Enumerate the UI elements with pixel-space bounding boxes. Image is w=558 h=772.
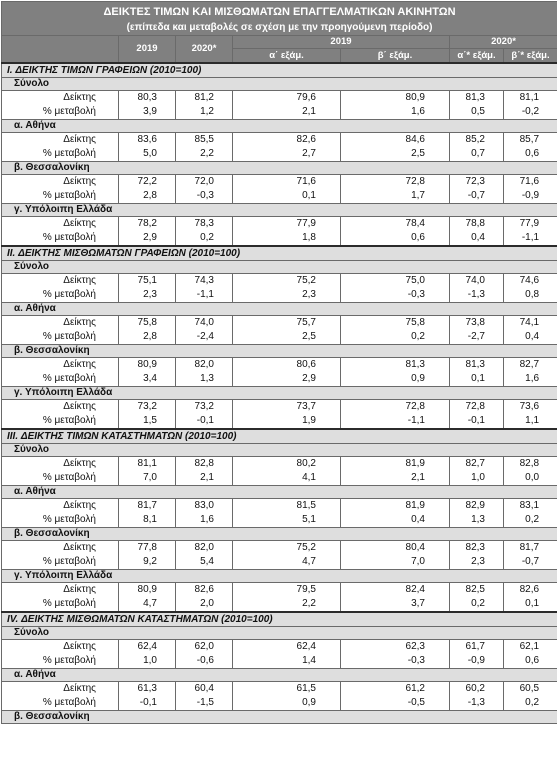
index-value-cell: 81,9 — [341, 457, 450, 472]
index-value-cell: 78,4 — [341, 217, 450, 232]
index-row — [2, 640, 558, 655]
index-value-cell: 73,2 — [119, 400, 176, 415]
index-label: Δείκτης — [2, 316, 119, 331]
index-label: Δείκτης — [2, 640, 119, 655]
group-header-row — [2, 345, 558, 358]
index-label: Δείκτης — [2, 217, 119, 232]
section-header-row — [2, 63, 558, 78]
change-value-cell: 1,5 — [119, 414, 176, 429]
change-value-cell: 2,3 — [119, 288, 176, 303]
change-value-cell: 1,1 — [504, 414, 558, 429]
change-value-cell: 2,1 — [341, 471, 450, 486]
change-value-cell: 2,2 — [176, 147, 233, 162]
change-value-cell: 4,7 — [119, 597, 176, 612]
index-value-cell: 79,5 — [233, 583, 341, 598]
change-row — [2, 147, 558, 162]
group-header-row — [2, 162, 558, 175]
change-value-cell: 9,2 — [119, 555, 176, 570]
group-title: γ. Υπόλοιπη Ελλάδα — [2, 204, 558, 217]
index-value-cell: 81,9 — [341, 499, 450, 514]
group-header-row — [2, 387, 558, 400]
change-value-cell: -0,2 — [504, 105, 558, 120]
change-label: % μεταβολή — [2, 147, 119, 162]
header-annual-2020: 2020* — [176, 36, 233, 64]
change-label: % μεταβολή — [2, 330, 119, 345]
index-label: Δείκτης — [2, 91, 119, 106]
index-value-cell: 75,7 — [233, 316, 341, 331]
index-value-cell: 74,1 — [504, 316, 558, 331]
group-title: γ. Υπόλοιπη Ελλάδα — [2, 387, 558, 400]
index-label: Δείκτης — [2, 400, 119, 415]
index-value-cell: 81,1 — [119, 457, 176, 472]
index-value-cell: 81,7 — [504, 541, 558, 556]
change-value-cell: 0,1 — [233, 189, 341, 204]
group-header-row — [2, 78, 558, 91]
change-value-cell: 3,7 — [341, 597, 450, 612]
index-value-cell: 60,5 — [504, 682, 558, 697]
index-value-cell: 82,8 — [504, 457, 558, 472]
index-row — [2, 457, 558, 472]
change-label: % μεταβολή — [2, 471, 119, 486]
index-value-cell: 60,4 — [176, 682, 233, 697]
change-value-cell: 2,1 — [233, 105, 341, 120]
change-value-cell: -1,3 — [450, 696, 504, 711]
index-value-cell: 72,0 — [176, 175, 233, 190]
group-title: γ. Υπόλοιπη Ελλάδα — [2, 570, 558, 583]
index-row — [2, 583, 558, 598]
change-value-cell: -1,1 — [176, 288, 233, 303]
index-value-cell: 74,3 — [176, 274, 233, 289]
index-value-cell: 73,7 — [233, 400, 341, 415]
change-row — [2, 414, 558, 429]
change-value-cell: 5,1 — [233, 513, 341, 528]
index-value-cell: 73,8 — [450, 316, 504, 331]
change-value-cell: -2,4 — [176, 330, 233, 345]
change-value-cell: -0,3 — [341, 288, 450, 303]
index-row — [2, 217, 558, 232]
section-title: I. ΔΕΙΚΤΗΣ ΤΙΜΩΝ ΓΡΑΦΕΙΩΝ (2010=100) — [2, 63, 558, 78]
change-row — [2, 513, 558, 528]
index-row — [2, 91, 558, 106]
index-value-cell: 82,9 — [450, 499, 504, 514]
change-row — [2, 231, 558, 246]
change-value-cell: -0,3 — [176, 189, 233, 204]
change-value-cell: 0,4 — [504, 330, 558, 345]
index-value-cell: 62,3 — [341, 640, 450, 655]
change-value-cell: -0,3 — [341, 654, 450, 669]
index-value-cell: 81,7 — [119, 499, 176, 514]
change-label: % μεταβολή — [2, 231, 119, 246]
change-value-cell: 0,4 — [450, 231, 504, 246]
group-title: α. Αθήνα — [2, 303, 558, 316]
index-value-cell: 82,3 — [450, 541, 504, 556]
change-label: % μεταβολή — [2, 597, 119, 612]
index-row — [2, 316, 558, 331]
index-value-cell: 85,5 — [176, 133, 233, 148]
change-value-cell: -1,3 — [450, 288, 504, 303]
group-title: β. Θεσσαλονίκη — [2, 162, 558, 175]
change-value-cell: 0,2 — [450, 597, 504, 612]
change-value-cell: -2,7 — [450, 330, 504, 345]
change-value-cell: 0,0 — [504, 471, 558, 486]
index-value-cell: 74,0 — [176, 316, 233, 331]
index-value-cell: 77,9 — [233, 217, 341, 232]
header-semester-a-2020: α΄* εξάμ. — [450, 49, 504, 64]
change-value-cell: 2,2 — [233, 597, 341, 612]
header-semester-a-2019: α΄ εξάμ. — [233, 49, 341, 64]
index-value-cell: 81,3 — [450, 358, 504, 373]
header-year-row — [2, 36, 558, 49]
change-value-cell: 1,3 — [176, 372, 233, 387]
index-value-cell: 82,6 — [233, 133, 341, 148]
change-value-cell: 1,7 — [341, 189, 450, 204]
index-value-cell: 83,6 — [119, 133, 176, 148]
group-header-row — [2, 261, 558, 274]
header-semester-b-2019: β΄ εξάμ. — [341, 49, 450, 64]
index-label: Δείκτης — [2, 175, 119, 190]
index-value-cell: 75,2 — [233, 541, 341, 556]
index-value-cell: 60,2 — [450, 682, 504, 697]
change-value-cell: 0,1 — [450, 372, 504, 387]
change-value-cell: 0,2 — [504, 513, 558, 528]
change-label: % μεταβολή — [2, 189, 119, 204]
index-value-cell: 75,8 — [119, 316, 176, 331]
change-value-cell: 2,3 — [450, 555, 504, 570]
index-value-cell: 82,6 — [176, 583, 233, 598]
group-header-row — [2, 669, 558, 682]
change-value-cell: 5,4 — [176, 555, 233, 570]
change-row — [2, 372, 558, 387]
index-value-cell: 75,2 — [233, 274, 341, 289]
index-value-cell: 80,9 — [341, 91, 450, 106]
change-value-cell: -1,1 — [341, 414, 450, 429]
change-value-cell: 5,0 — [119, 147, 176, 162]
change-value-cell: 4,1 — [233, 471, 341, 486]
change-value-cell: 3,4 — [119, 372, 176, 387]
index-label: Δείκτης — [2, 682, 119, 697]
change-value-cell: 0,4 — [341, 513, 450, 528]
change-value-cell: -0,1 — [119, 696, 176, 711]
change-value-cell: 1,6 — [341, 105, 450, 120]
change-value-cell: 4,7 — [233, 555, 341, 570]
change-value-cell: 1,3 — [450, 513, 504, 528]
index-value-cell: 81,3 — [341, 358, 450, 373]
index-value-cell: 84,6 — [341, 133, 450, 148]
index-value-cell: 71,6 — [233, 175, 341, 190]
group-header-row — [2, 570, 558, 583]
index-value-cell: 61,5 — [233, 682, 341, 697]
index-value-cell: 81,2 — [176, 91, 233, 106]
index-value-cell: 81,3 — [450, 91, 504, 106]
index-value-cell: 82,7 — [504, 358, 558, 373]
change-value-cell: -0,7 — [450, 189, 504, 204]
index-label: Δείκτης — [2, 499, 119, 514]
index-value-cell: 82,0 — [176, 358, 233, 373]
change-value-cell: 7,0 — [119, 471, 176, 486]
table-title: ΔΕΙΚΤΕΣ ΤΙΜΩΝ ΚΑΙ ΜΙΣΘΩΜΑΤΩΝ ΕΠΑΓΓΕΛΜΑΤΙΚΩΝ ΑΚΙΝΗΤΩΝ — [2, 2, 558, 22]
change-value-cell: 1,6 — [504, 372, 558, 387]
index-value-cell: 85,7 — [504, 133, 558, 148]
index-value-cell: 82,6 — [504, 583, 558, 598]
index-value-cell: 80,9 — [119, 358, 176, 373]
index-value-cell: 82,0 — [176, 541, 233, 556]
index-value-cell: 75,0 — [341, 274, 450, 289]
change-label: % μεταβολή — [2, 105, 119, 120]
section-header-row — [2, 429, 558, 444]
index-value-cell: 72,8 — [341, 175, 450, 190]
change-label: % μεταβολή — [2, 654, 119, 669]
index-value-cell: 72,8 — [450, 400, 504, 415]
group-header-row — [2, 528, 558, 541]
index-row — [2, 541, 558, 556]
index-value-cell: 82,5 — [450, 583, 504, 598]
index-value-cell: 62,0 — [176, 640, 233, 655]
group-header-row — [2, 486, 558, 499]
change-value-cell: 1,2 — [176, 105, 233, 120]
change-row — [2, 330, 558, 345]
change-label: % μεταβολή — [2, 288, 119, 303]
table-subtitle-row — [2, 21, 558, 36]
table-subtitle: (επίπεδα και μεταβολές σε σχέση με την προηγούμενη περίοδο) — [2, 21, 558, 36]
group-title: Σύνολο — [2, 261, 558, 274]
index-value-cell: 77,9 — [504, 217, 558, 232]
change-value-cell: 2,5 — [233, 330, 341, 345]
change-value-cell: 1,4 — [233, 654, 341, 669]
change-value-cell: -0,9 — [504, 189, 558, 204]
change-value-cell: 1,6 — [176, 513, 233, 528]
change-value-cell: 7,0 — [341, 555, 450, 570]
header-semester-b-2020: β΄* εξάμ. — [504, 49, 558, 64]
header-semester-group-2019: 2019 — [233, 36, 450, 49]
index-row — [2, 400, 558, 415]
group-title: α. Αθήνα — [2, 120, 558, 133]
change-value-cell: -0,9 — [450, 654, 504, 669]
group-header-row — [2, 303, 558, 316]
change-value-cell: 1,0 — [450, 471, 504, 486]
section-title: II. ΔΕΙΚΤΗΣ ΜΙΣΘΩΜΑΤΩΝ ΓΡΑΦΕΙΩΝ (2010=100) — [2, 246, 558, 261]
index-value-cell: 80,6 — [233, 358, 341, 373]
change-row — [2, 189, 558, 204]
change-value-cell: 2,9 — [233, 372, 341, 387]
index-value-cell: 80,9 — [119, 583, 176, 598]
index-value-cell: 77,8 — [119, 541, 176, 556]
change-value-cell: 0,2 — [176, 231, 233, 246]
group-header-row — [2, 711, 558, 724]
index-value-cell: 78,8 — [450, 217, 504, 232]
change-value-cell: 0,2 — [341, 330, 450, 345]
index-value-cell: 61,7 — [450, 640, 504, 655]
index-row — [2, 682, 558, 697]
group-title: Σύνολο — [2, 627, 558, 640]
change-row — [2, 654, 558, 669]
index-value-cell: 62,4 — [119, 640, 176, 655]
change-row — [2, 471, 558, 486]
index-value-cell: 75,1 — [119, 274, 176, 289]
group-header-row — [2, 627, 558, 640]
index-value-cell: 75,8 — [341, 316, 450, 331]
index-value-cell: 73,2 — [176, 400, 233, 415]
index-value-cell: 80,4 — [341, 541, 450, 556]
change-value-cell: 8,1 — [119, 513, 176, 528]
index-value-cell: 82,4 — [341, 583, 450, 598]
index-value-cell: 82,8 — [176, 457, 233, 472]
change-value-cell: -0,6 — [176, 654, 233, 669]
index-value-cell: 81,1 — [504, 91, 558, 106]
header-annual-2019: 2019 — [119, 36, 176, 64]
change-value-cell: 0,2 — [504, 696, 558, 711]
change-value-cell: 0,6 — [504, 654, 558, 669]
change-value-cell: 2,8 — [119, 330, 176, 345]
change-value-cell: 0,9 — [233, 696, 341, 711]
index-value-cell: 72,3 — [450, 175, 504, 190]
index-label: Δείκτης — [2, 541, 119, 556]
index-value-cell: 73,6 — [504, 400, 558, 415]
change-value-cell: 1,0 — [119, 654, 176, 669]
group-title: α. Αθήνα — [2, 669, 558, 682]
index-value-cell: 80,3 — [119, 91, 176, 106]
change-value-cell: 3,9 — [119, 105, 176, 120]
index-label: Δείκτης — [2, 133, 119, 148]
change-value-cell: -1,5 — [176, 696, 233, 711]
change-value-cell: 2,3 — [233, 288, 341, 303]
change-value-cell: 0,8 — [504, 288, 558, 303]
change-value-cell: 0,5 — [450, 105, 504, 120]
change-value-cell: -0,5 — [341, 696, 450, 711]
change-value-cell: 2,1 — [176, 471, 233, 486]
index-value-cell: 83,1 — [504, 499, 558, 514]
group-header-row — [2, 444, 558, 457]
change-value-cell: 2,9 — [119, 231, 176, 246]
change-row — [2, 555, 558, 570]
change-row — [2, 597, 558, 612]
change-value-cell: 1,9 — [233, 414, 341, 429]
change-value-cell: 0,1 — [504, 597, 558, 612]
group-title: Σύνολο — [2, 444, 558, 457]
change-value-cell: 2,0 — [176, 597, 233, 612]
change-label: % μεταβολή — [2, 555, 119, 570]
table-title-row — [2, 2, 558, 22]
change-value-cell: -0,1 — [176, 414, 233, 429]
group-title: β. Θεσσαλονίκη — [2, 345, 558, 358]
index-row — [2, 175, 558, 190]
index-value-cell: 80,2 — [233, 457, 341, 472]
change-value-cell: 0,6 — [504, 147, 558, 162]
index-value-cell: 78,3 — [176, 217, 233, 232]
change-value-cell: 0,7 — [450, 147, 504, 162]
change-value-cell: 0,9 — [341, 372, 450, 387]
index-label: Δείκτης — [2, 583, 119, 598]
change-label: % μεταβολή — [2, 513, 119, 528]
index-label: Δείκτης — [2, 274, 119, 289]
index-row — [2, 274, 558, 289]
change-value-cell: 2,7 — [233, 147, 341, 162]
change-value-cell: -1,1 — [504, 231, 558, 246]
price-index-table-sheet — [1, 1, 557, 770]
header-blank-cell — [2, 36, 119, 64]
index-value-cell: 71,6 — [504, 175, 558, 190]
index-value-cell: 74,0 — [450, 274, 504, 289]
index-value-cell: 79,6 — [233, 91, 341, 106]
section-header-row — [2, 246, 558, 261]
index-row — [2, 133, 558, 148]
index-value-cell: 83,0 — [176, 499, 233, 514]
section-header-row — [2, 612, 558, 627]
group-title: α. Αθήνα — [2, 486, 558, 499]
index-value-cell: 62,1 — [504, 640, 558, 655]
change-value-cell: -0,1 — [450, 414, 504, 429]
group-title: β. Θεσσαλονίκη — [2, 528, 558, 541]
change-row — [2, 696, 558, 711]
change-value-cell: 2,8 — [119, 189, 176, 204]
index-value-cell: 81,5 — [233, 499, 341, 514]
index-value-cell: 62,4 — [233, 640, 341, 655]
group-header-row — [2, 204, 558, 217]
index-value-cell: 72,8 — [341, 400, 450, 415]
index-value-cell: 82,7 — [450, 457, 504, 472]
index-value-cell: 61,2 — [341, 682, 450, 697]
change-value-cell: 0,6 — [341, 231, 450, 246]
index-value-cell: 78,2 — [119, 217, 176, 232]
change-row — [2, 105, 558, 120]
index-row — [2, 499, 558, 514]
group-title: Σύνολο — [2, 78, 558, 91]
group-header-row — [2, 120, 558, 133]
index-label: Δείκτης — [2, 457, 119, 472]
index-value-cell: 72,2 — [119, 175, 176, 190]
index-value-cell: 61,3 — [119, 682, 176, 697]
header-semester-group-2020: 2020* — [450, 36, 558, 49]
group-title: β. Θεσσαλονίκη — [2, 711, 558, 724]
change-label: % μεταβολή — [2, 372, 119, 387]
table-body — [2, 2, 558, 724]
change-label: % μεταβολή — [2, 414, 119, 429]
section-title: IV. ΔΕΙΚΤΗΣ ΜΙΣΘΩΜΑΤΩΝ ΚΑΤΑΣΤΗΜΑΤΩΝ (2010=100) — [2, 612, 558, 627]
change-value-cell: 1,8 — [233, 231, 341, 246]
change-value-cell: -0,7 — [504, 555, 558, 570]
change-value-cell: 2,5 — [341, 147, 450, 162]
change-label: % μεταβολή — [2, 696, 119, 711]
change-row — [2, 288, 558, 303]
index-value-cell: 74,6 — [504, 274, 558, 289]
index-value-cell: 85,2 — [450, 133, 504, 148]
section-title: III. ΔΕΙΚΤΗΣ ΤΙΜΩΝ ΚΑΤΑΣΤΗΜΑΤΩΝ (2010=100) — [2, 429, 558, 444]
price-index-table — [1, 1, 557, 724]
index-row — [2, 358, 558, 373]
index-label: Δείκτης — [2, 358, 119, 373]
